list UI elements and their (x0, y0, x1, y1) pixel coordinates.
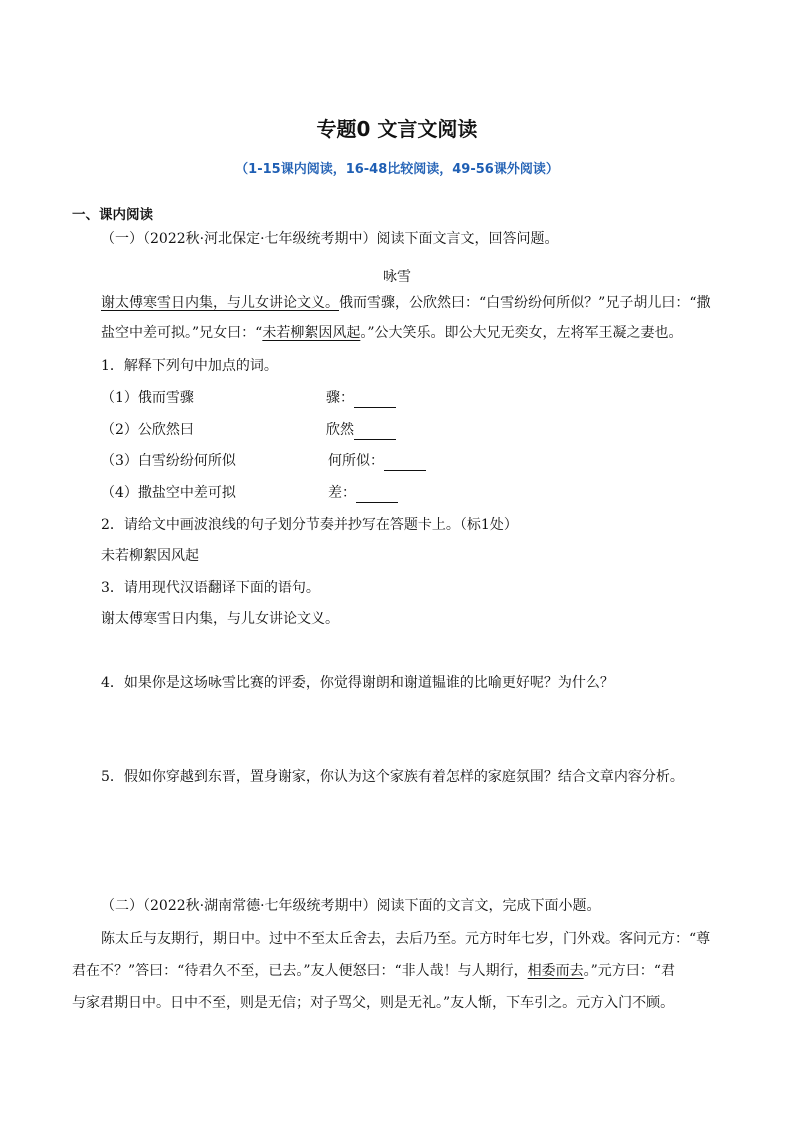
question-1: 1．解释下列句中加点的词。 (101, 358, 278, 374)
question-2: 2．请给文中画波浪线的句子划分节奏并抄写在答题卡上。（标1处） (101, 517, 518, 533)
answer-label: 何所似： (328, 453, 384, 469)
question-2-sentence: 未若柳絮因风起 (101, 548, 199, 564)
answer-blank[interactable] (354, 393, 396, 408)
passage-text: 盐空中差可拟。”兄女曰：“ (101, 325, 263, 341)
wavy-underlined-sentence: 未若柳絮因风起 (262, 325, 361, 341)
poem-title: 咏雪 (383, 269, 411, 285)
part1-intro: （一）（2022秋·河北保定·七年级统考期中）阅读下面文言文，回答问题。 (101, 231, 559, 247)
page-subtitle: （1-15课内阅读，16-48比较阅读，49-56课外阅读） (235, 162, 559, 177)
passage-text: 。”公大笑乐。即公大兄无奕女，左将军王凝之妻也。 (360, 325, 683, 341)
item-1-answer (326, 388, 396, 408)
answer-blank[interactable] (354, 425, 396, 440)
passage-text: 俄而雪骤，公欣然曰：“白雪纷纷何所似？”兄子胡儿曰：“撒 (339, 295, 711, 311)
part2-intro: （二）（2022秋·湖南常德·七年级统考期中）阅读下面的文言文，完成下面小题。 (101, 898, 601, 914)
passage2-line1: 陈太丘与友期行，期日中。过中不至太丘舍去，去后乃至。元方时年七岁，门外戏。客问元方：“尊 (101, 931, 711, 947)
answer-label: 骤： (326, 390, 354, 406)
question-4: 4．如果你是这场咏雪比赛的评委，你觉得谢朗和谢道韫谁的比喻更好呢？为什么？ (101, 675, 614, 691)
item-3-text: （3）白雪纷纷何所似 (101, 453, 236, 469)
underlined-phrase: 相委而去 (527, 963, 584, 979)
answer-label: 差： (328, 485, 356, 501)
passage1-line1 (101, 293, 710, 313)
section-heading: 一、课内阅读 (72, 207, 153, 223)
question-3-sentence: 谢太傅寒雪日内集，与儿女讲论文义。 (101, 611, 339, 627)
passage1-line2 (101, 323, 682, 343)
underlined-sentence: 谢太傅寒雪日内集，与儿女讲论文义。 (101, 295, 339, 311)
item-2-answer (326, 420, 396, 440)
question-3: 3．请用现代汉语翻译下面的语句。 (101, 580, 320, 596)
passage2-line2 (72, 961, 675, 981)
item-4-answer (328, 483, 398, 503)
answer-blank[interactable] (356, 488, 398, 503)
item-4-text: （4）撒盐空中差可拟 (101, 485, 236, 501)
passage2-line3: 与家君期日中。日中不至，则是无信；对子骂父，则是无礼。”友人惭，下车引之。元方入门不顾。 (72, 995, 675, 1011)
answer-label: 欣然 (326, 422, 354, 438)
item-3-answer (328, 451, 426, 471)
answer-blank[interactable] (384, 456, 426, 471)
passage-text: 。”元方曰：“君 (583, 963, 675, 979)
question-5: 5．假如你穿越到东晋，置身谢家，你认为这个家族有着怎样的家庭氛围？结合文章内容分析。 (101, 769, 684, 785)
item-1-text: （1）俄而雪骤 (101, 390, 194, 406)
passage-text: 君在不？”答曰：“待君久不至，已去。”友人便怒曰：“非人哉！与人期行， (72, 963, 528, 979)
item-2-text: （2）公欣然曰 (101, 422, 194, 438)
page-title: 专题0 文言文阅读 (316, 117, 478, 141)
